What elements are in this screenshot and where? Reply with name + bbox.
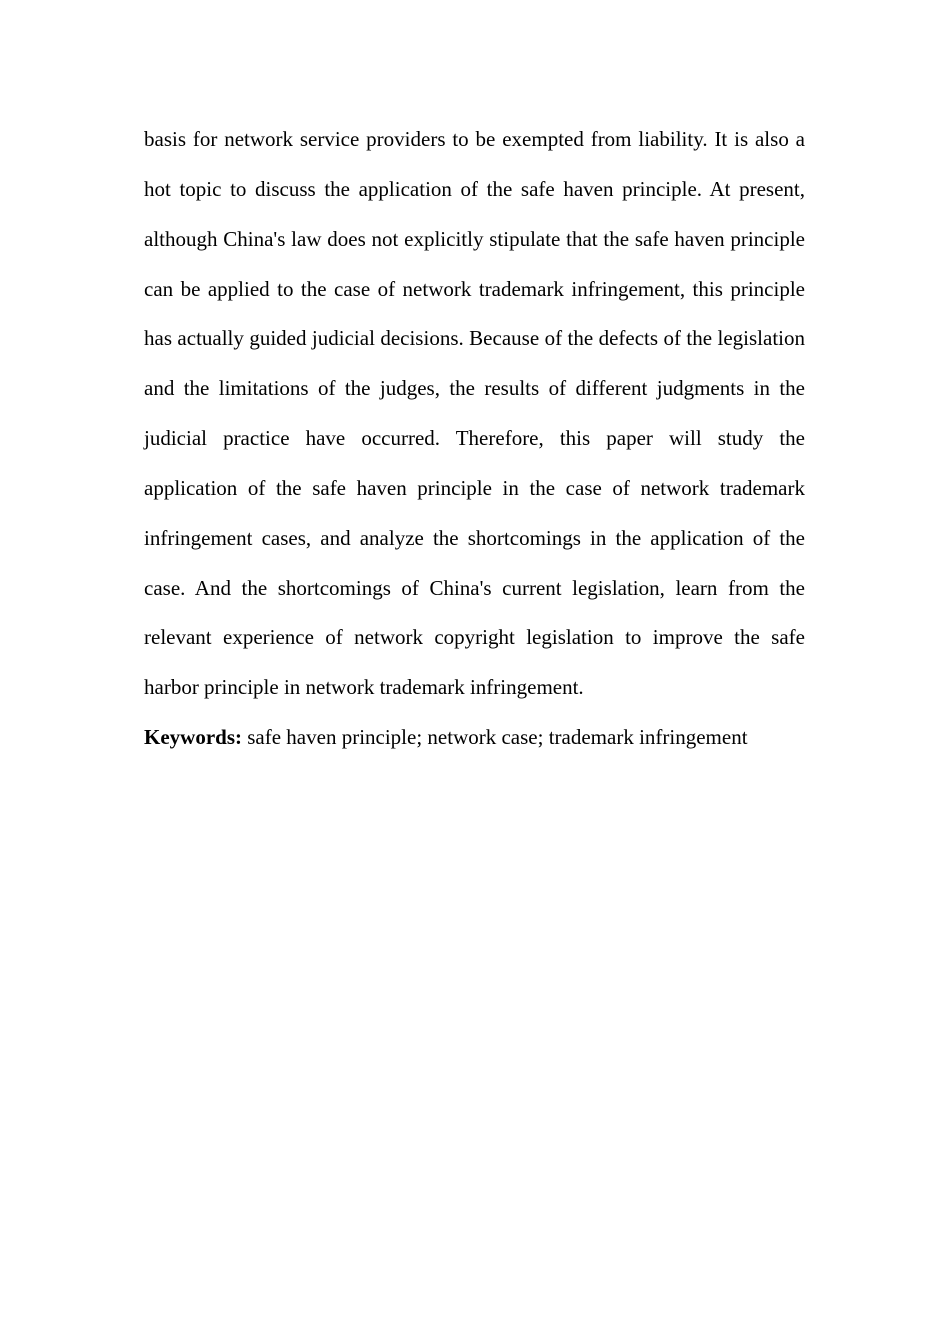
keywords-label: Keywords: <box>144 725 242 750</box>
keywords-line <box>144 713 805 763</box>
keywords-text: safe haven principle; network case; trademark infringement <box>242 725 748 750</box>
abstract-paragraph: basis for network service providers to be exempted from liability. It is also a hot topic to discuss the application of the safe haven principle. At present, although China's law does not explicitly stipulate that the safe haven principle can be applied to the case of network trademark infringement, this principle has actually guided judicial decisions. Because of the defects of the legislation and the limitations of the judges, the results of different judgments in the judicial practice have occurred. Therefore, this paper will study the application of the safe haven principle in the case of network trademark infringement cases, and analyze the shortcomings in the application of the case. And the shortcomings of China's current legislation, learn from the relevant experience of network copyright legislation to improve the safe harbor principle in network trademark infringement. <box>144 127 805 700</box>
abstract-body <box>144 115 805 763</box>
